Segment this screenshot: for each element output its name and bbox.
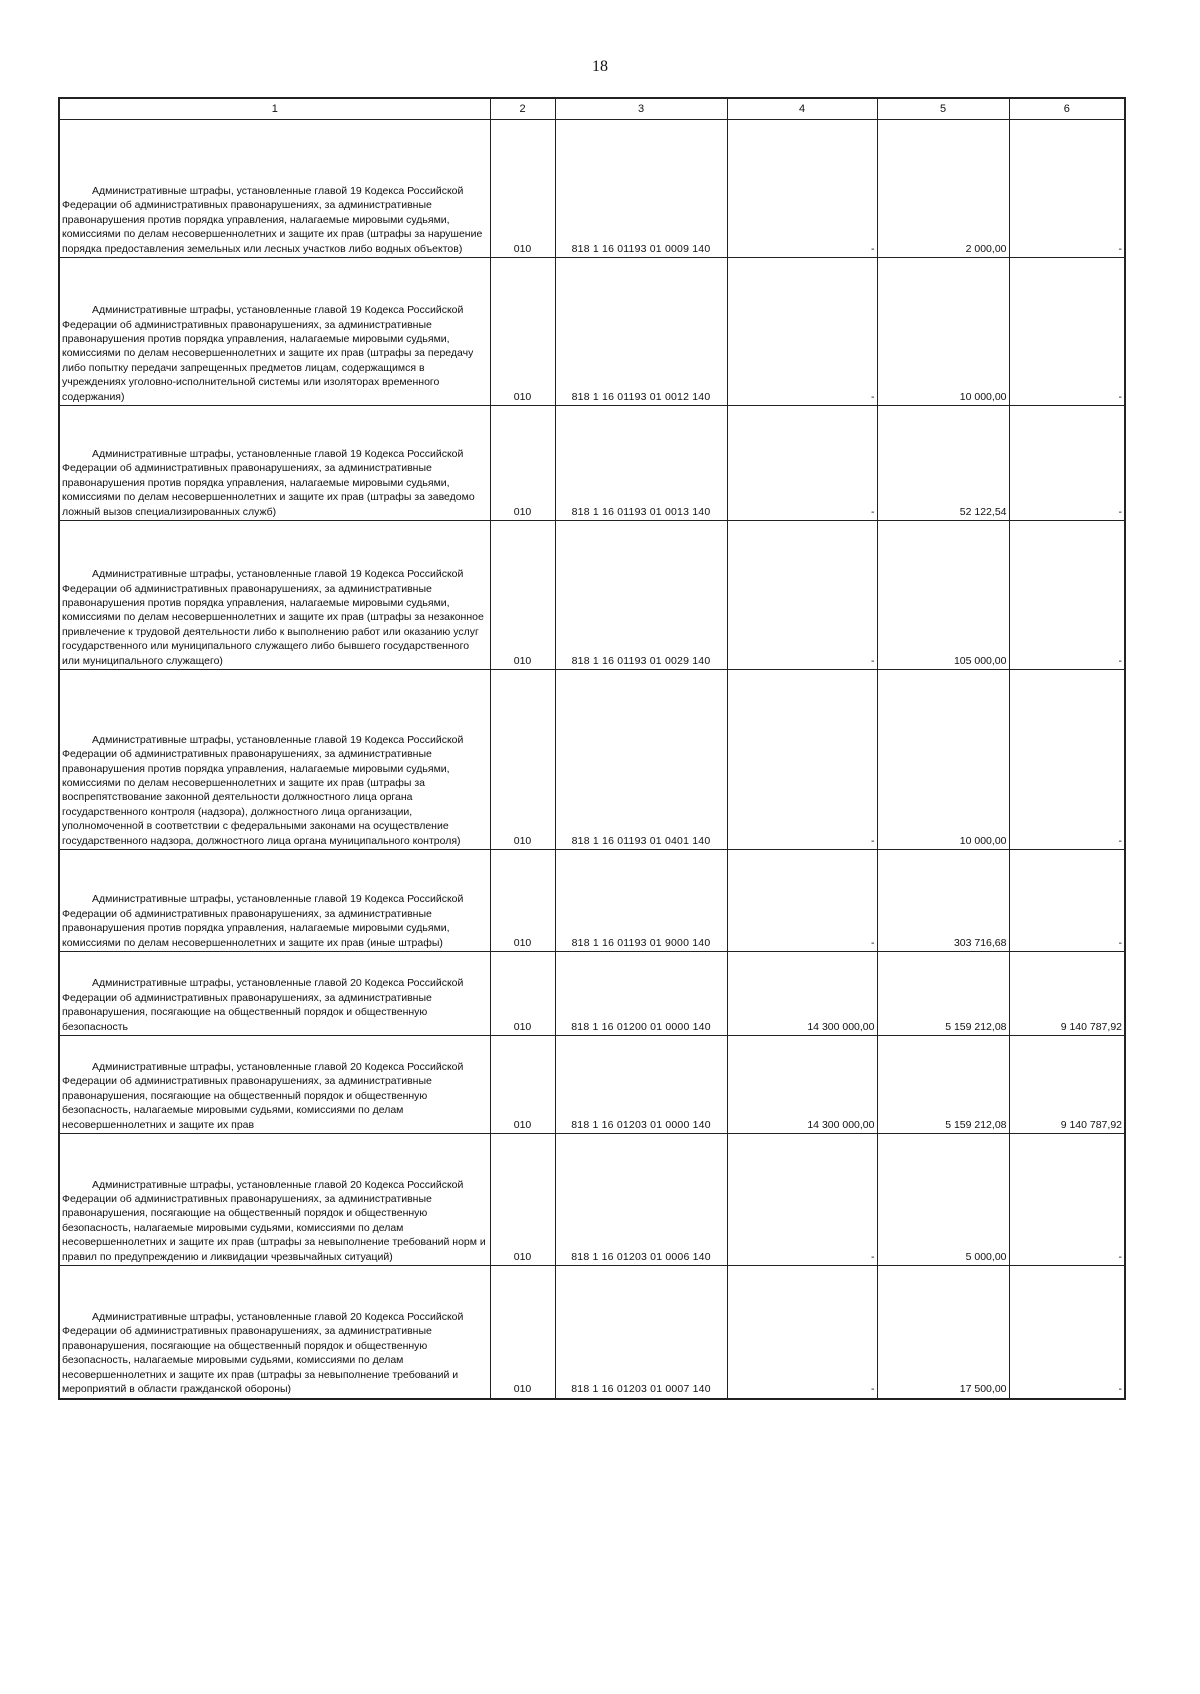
row-budget-code: 818 1 16 01203 01 0006 140: [555, 1134, 727, 1266]
table-row: [59, 120, 1125, 258]
row-col6-value: -: [1009, 258, 1125, 406]
row-line-code: 010: [490, 670, 555, 850]
row-col5-value: 5 000,00: [877, 1134, 1009, 1266]
revenue-table: [58, 97, 1126, 1400]
row-budget-code: 818 1 16 01203 01 0007 140: [555, 1266, 727, 1399]
table-row: [59, 406, 1125, 521]
row-budget-code: 818 1 16 01193 01 0029 140: [555, 521, 727, 670]
row-line-code: 010: [490, 952, 555, 1036]
row-description: Административные штрафы, установленные главой 19 Кодекса Российской Федерации об административных правонарушениях, за административные правонарушения против порядка управления, налагаемые мировыми судьями, комиссиями по делам несовершеннолетних и защите их прав (штрафы за передачу либо попытку передачи запрещенных предметов лицам, содержащимся в учреждениях уголовно-исполнительной системы или изоляторах временного содержания): [59, 258, 490, 406]
row-col4-value: -: [727, 1266, 877, 1399]
row-col6-value: -: [1009, 1134, 1125, 1266]
header-col-3: 3: [555, 98, 727, 120]
row-line-code: 010: [490, 258, 555, 406]
row-line-code: 010: [490, 406, 555, 521]
header-col-1: 1: [59, 98, 490, 120]
row-col6-value: -: [1009, 850, 1125, 952]
row-col6-value: -: [1009, 406, 1125, 521]
row-description: Административные штрафы, установленные главой 20 Кодекса Российской Федерации об административных правонарушениях, за административные правонарушения, посягающие на общественный порядок и общественную безопасность, налагаемые мировыми судьями, комиссиями по делам несовершеннолетних и защите их прав (штрафы за невыполнение требований норм и правил по предупреждению и ликвидации чрезвычайных ситуаций): [59, 1134, 490, 1266]
row-description: Административные штрафы, установленные главой 19 Кодекса Российской Федерации об административных правонарушениях, за административные правонарушения против порядка управления, налагаемые мировыми судьями, комиссиями по делам несовершеннолетних и защите их прав (штрафы за заведомо ложный вызов специализированных служб): [59, 406, 490, 521]
row-col4-value: -: [727, 258, 877, 406]
row-budget-code: 818 1 16 01193 01 9000 140: [555, 850, 727, 952]
table-row: [59, 258, 1125, 406]
row-budget-code: 818 1 16 01193 01 0009 140: [555, 120, 727, 258]
row-col6-value: -: [1009, 670, 1125, 850]
row-col4-value: -: [727, 120, 877, 258]
row-col5-value: 5 159 212,08: [877, 952, 1009, 1036]
row-col4-value: -: [727, 670, 877, 850]
row-col4-value: -: [727, 1134, 877, 1266]
table-row: [59, 670, 1125, 850]
header-col-5: 5: [877, 98, 1009, 120]
header-col-2: 2: [490, 98, 555, 120]
row-budget-code: 818 1 16 01203 01 0000 140: [555, 1036, 727, 1134]
row-line-code: 010: [490, 850, 555, 952]
row-line-code: 010: [490, 120, 555, 258]
row-col5-value: 10 000,00: [877, 670, 1009, 850]
row-description: Административные штрафы, установленные главой 20 Кодекса Российской Федерации об административных правонарушениях, за административные правонарушения, посягающие на общественный порядок и общественную безопасность, налагаемые мировыми судьями, комиссиями по делам несовершеннолетних и защите их прав (штрафы за невыполнение требований и мероприятий в области гражданской обороны): [59, 1266, 490, 1399]
row-col4-value: -: [727, 521, 877, 670]
row-description: Административные штрафы, установленные главой 19 Кодекса Российской Федерации об административных правонарушениях, за административные правонарушения против порядка управления, налагаемые мировыми судьями, комиссиями по делам несовершеннолетних и защите их прав (штрафы за незаконное привлечение к трудовой деятельности либо к выполнению работ или оказанию услуг государственного или муниципального служащего либо бывшего государственного или муниципального служащего): [59, 521, 490, 670]
row-col4-value: 14 300 000,00: [727, 1036, 877, 1134]
row-col6-value: -: [1009, 120, 1125, 258]
header-col-6: 6: [1009, 98, 1125, 120]
header-row: [59, 98, 1125, 120]
row-description: Административные штрафы, установленные главой 20 Кодекса Российской Федерации об административных правонарушениях, за административные правонарушения, посягающие на общественный порядок и общественную безопасность, налагаемые мировыми судьями, комиссиями по делам несовершеннолетних и защите их прав: [59, 1036, 490, 1134]
table-header: [59, 98, 1125, 120]
table-row: [59, 850, 1125, 952]
table-row: [59, 952, 1125, 1036]
row-col4-value: -: [727, 406, 877, 521]
row-col5-value: 5 159 212,08: [877, 1036, 1009, 1134]
row-col4-value: 14 300 000,00: [727, 952, 877, 1036]
table-row: [59, 521, 1125, 670]
table-row: [59, 1266, 1125, 1399]
row-budget-code: 818 1 16 01193 01 0401 140: [555, 670, 727, 850]
row-line-code: 010: [490, 1134, 555, 1266]
row-col5-value: 10 000,00: [877, 258, 1009, 406]
row-line-code: 010: [490, 1036, 555, 1134]
row-line-code: 010: [490, 1266, 555, 1399]
table-row: [59, 1036, 1125, 1134]
page-number: 18: [592, 58, 608, 75]
row-line-code: 010: [490, 521, 555, 670]
row-col6-value: -: [1009, 1266, 1125, 1399]
row-col5-value: 17 500,00: [877, 1266, 1009, 1399]
row-budget-code: 818 1 16 01200 01 0000 140: [555, 952, 727, 1036]
row-col6-value: 9 140 787,92: [1009, 1036, 1125, 1134]
row-description: Административные штрафы, установленные главой 20 Кодекса Российской Федерации об административных правонарушениях, за административные правонарушения, посягающие на общественный порядок и общественную безопасность: [59, 952, 490, 1036]
table-row: [59, 1134, 1125, 1266]
row-col6-value: 9 140 787,92: [1009, 952, 1125, 1036]
row-description: Административные штрафы, установленные главой 19 Кодекса Российской Федерации об административных правонарушениях, за административные правонарушения против порядка управления, налагаемые мировыми судьями, комиссиями по делам несовершеннолетних и защите их прав (штрафы за воспрепятствование законной деятельности должностного лица органа государственного контроля (надзора), должностного лица организации, уполномоченной в соответствии с федеральными законами на осуществление государственного надзора, должностного лица органа муниципального контроля): [59, 670, 490, 850]
row-col6-value: -: [1009, 521, 1125, 670]
row-description: Административные штрафы, установленные главой 19 Кодекса Российской Федерации об административных правонарушениях, за административные правонарушения против порядка управления, налагаемые мировыми судьями, комиссиями по делам несовершеннолетних и защите их прав (иные штрафы): [59, 850, 490, 952]
row-col5-value: 303 716,68: [877, 850, 1009, 952]
row-col5-value: 105 000,00: [877, 521, 1009, 670]
row-col5-value: 52 122,54: [877, 406, 1009, 521]
row-budget-code: 818 1 16 01193 01 0013 140: [555, 406, 727, 521]
row-col4-value: -: [727, 850, 877, 952]
header-col-4: 4: [727, 98, 877, 120]
row-col5-value: 2 000,00: [877, 120, 1009, 258]
table-body: [59, 120, 1125, 1399]
row-budget-code: 818 1 16 01193 01 0012 140: [555, 258, 727, 406]
row-description: Административные штрафы, установленные главой 19 Кодекса Российской Федерации об административных правонарушениях, за административные правонарушения против порядка управления, налагаемые мировыми судьями, комиссиями по делам несовершеннолетних и защите их прав (штрафы за нарушение порядка предоставления земельных или лесных участков либо водных объектов): [59, 120, 490, 258]
